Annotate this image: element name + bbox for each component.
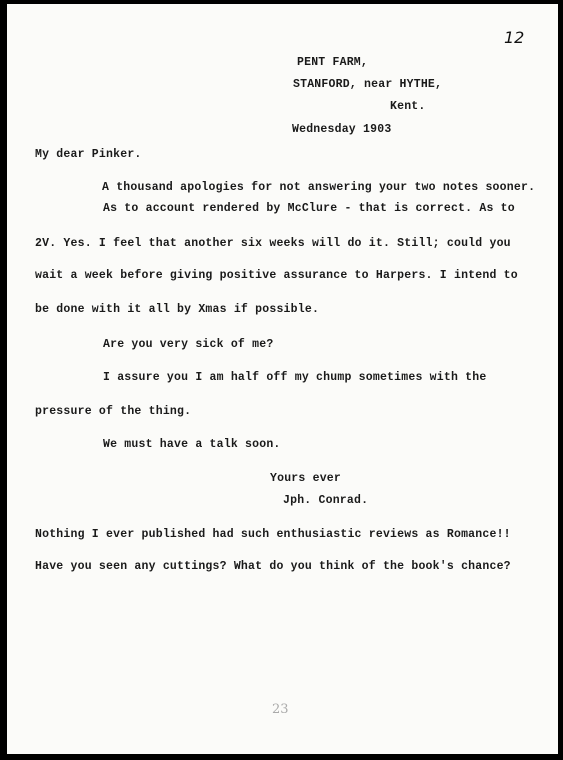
postscript-line: Have you seen any cuttings? What do you think of the book's chance?: [35, 560, 511, 573]
body-line: wait a week before giving positive assurance to Harpers. I intend to: [35, 269, 518, 282]
body-line: Are you very sick of me?: [103, 338, 274, 351]
closing: Yours ever: [270, 472, 342, 485]
body-line: As to account rendered by McClure - that is correct. As to: [103, 202, 515, 215]
address-line-3: Kent.: [390, 100, 426, 113]
letter-date: Wednesday 1903: [292, 123, 392, 136]
body-line: A thousand apologies for not answering your two notes sooner.: [102, 181, 536, 194]
postscript-line: Nothing I ever published had such enthusiastic reviews as Romance!!: [35, 528, 511, 541]
letter-page: [7, 4, 558, 754]
body-line: be done with it all by Xmas if possible.: [35, 303, 320, 316]
signature: Jph. Conrad.: [283, 494, 369, 507]
pencil-page-number: 23: [272, 702, 289, 717]
body-line: We must have a talk soon.: [103, 438, 281, 451]
body-line: 2V. Yes. I feel that another six weeks will do it. Still; could you: [35, 237, 511, 250]
body-line: I assure you I am half off my chump sometimes with the: [103, 371, 487, 384]
address-line-1: PENT FARM,: [297, 56, 369, 69]
body-line: pressure of the thing.: [35, 405, 192, 418]
address-line-2: STANFORD, near HYTHE,: [293, 78, 443, 91]
salutation: My dear Pinker.: [35, 148, 142, 161]
folio-number: 12: [504, 28, 525, 47]
